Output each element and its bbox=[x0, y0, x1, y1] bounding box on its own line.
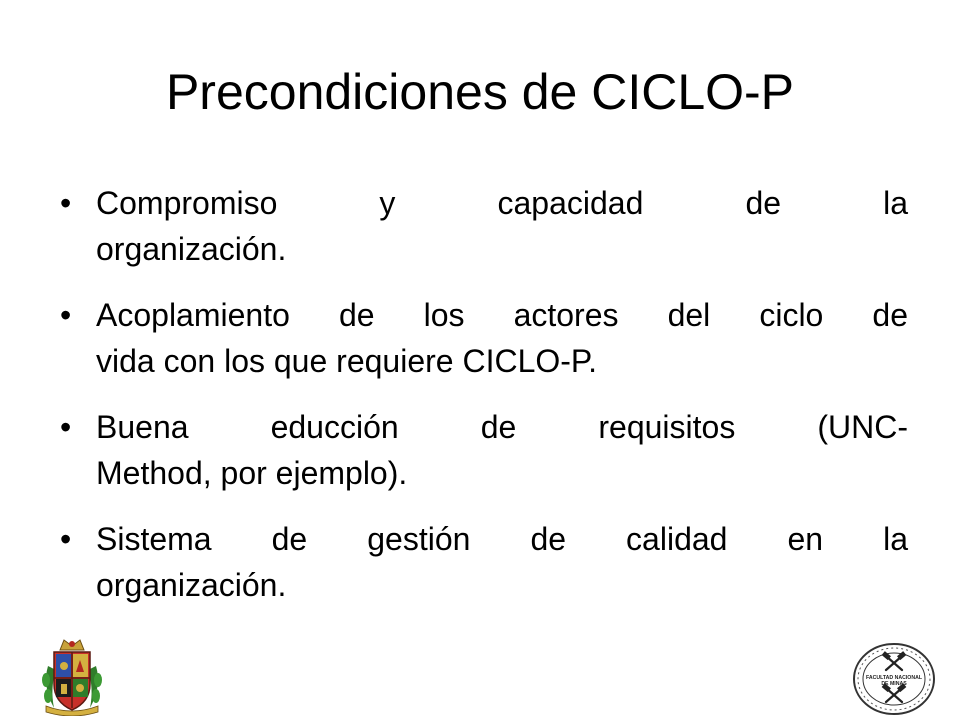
mining-faculty-seal-icon bbox=[852, 642, 936, 716]
bullet-text-line: organización. bbox=[96, 231, 287, 267]
bullet-icon: • bbox=[60, 521, 72, 557]
bullet-text-line: Acoplamiento de los actores del ciclo de bbox=[96, 297, 908, 333]
bullet-text-line: vida con los que requiere CICLO-P. bbox=[96, 343, 598, 379]
bullet-icon: • bbox=[60, 409, 72, 445]
bullet-item bbox=[60, 404, 908, 496]
bullet-icon: • bbox=[60, 185, 72, 221]
seal-text-line: DE MINAS bbox=[881, 681, 907, 687]
bullet-item bbox=[60, 292, 908, 384]
bullet-text-line: organización. bbox=[96, 567, 287, 603]
bullet-text-line: Method, por ejemplo). bbox=[96, 455, 408, 491]
bullet-list bbox=[60, 180, 908, 628]
bullet-text-line: Compromiso y capacidad de la bbox=[96, 185, 908, 221]
slide-title: Precondiciones de CICLO-P bbox=[165, 64, 795, 120]
bullet-item bbox=[60, 180, 908, 272]
bullet-text-line: Sistema de gestión de calidad en la bbox=[96, 521, 908, 557]
university-coat-of-arms-icon bbox=[40, 636, 104, 716]
bullet-item bbox=[60, 516, 908, 608]
seal-text-line: FACULTAD NACIONAL bbox=[866, 675, 922, 681]
bullet-text-line: Buena educción de requisitos (UNC- bbox=[96, 409, 908, 445]
bullet-icon: • bbox=[60, 297, 72, 333]
